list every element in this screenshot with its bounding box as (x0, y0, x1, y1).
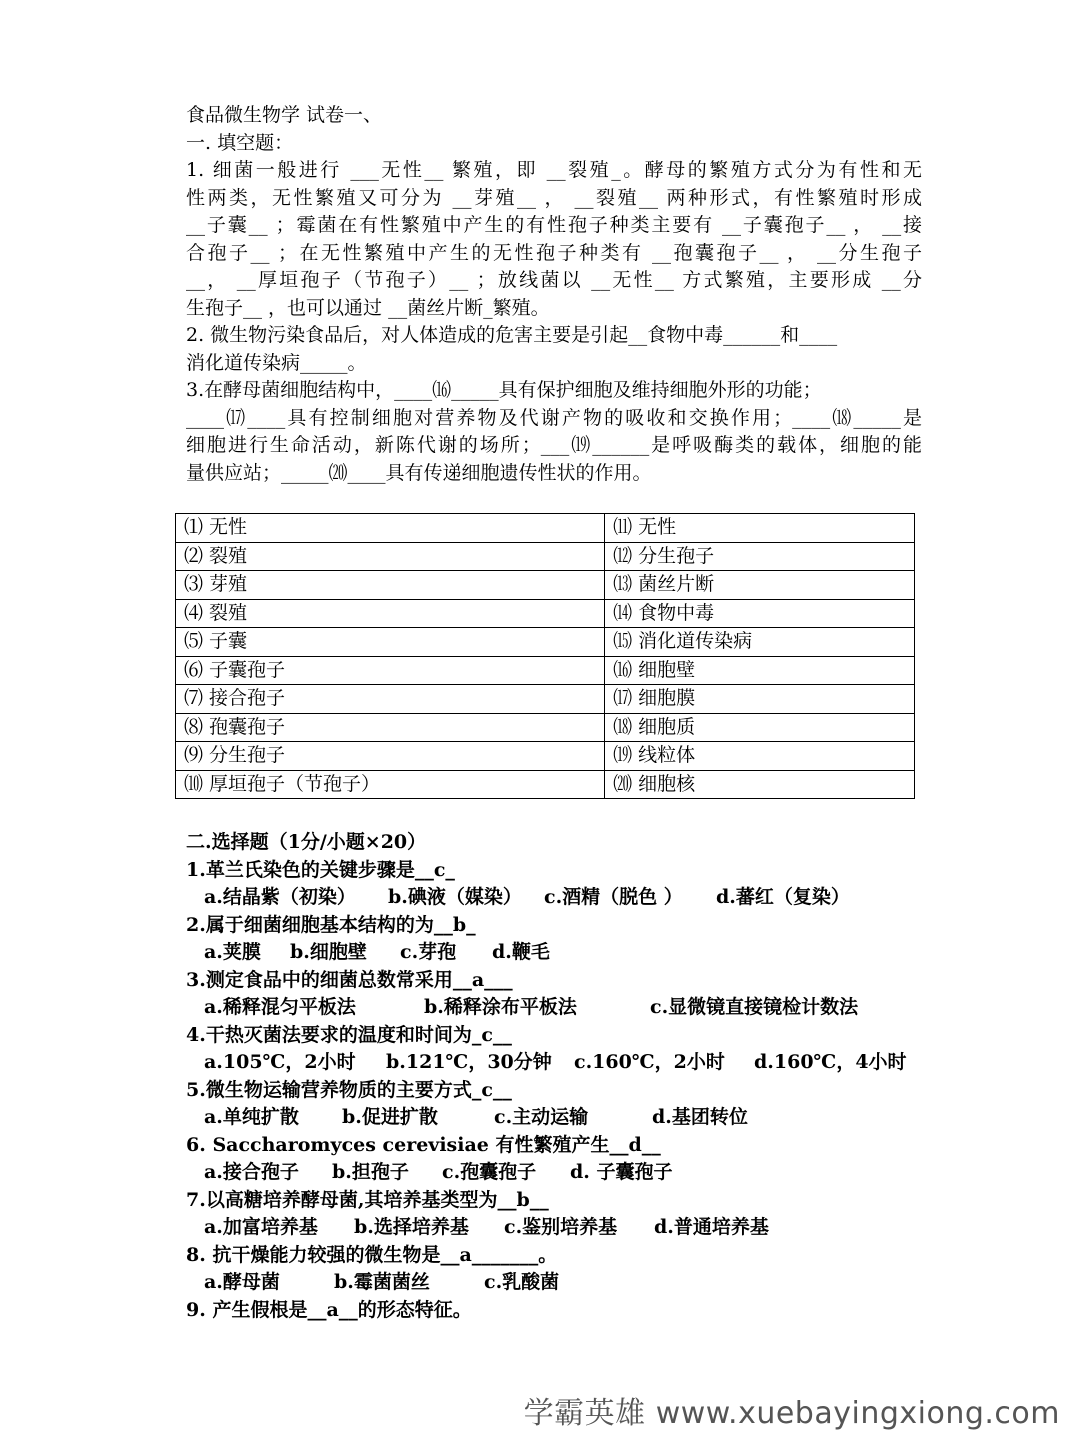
text-line: 合孢子__ ；在无性繁殖中产生的无性孢子种类有 __孢囊孢子__ ， __分生孢子 (186, 241, 922, 264)
table-cell: ⑼ 分生孢子 (176, 742, 605, 771)
mc-options (186, 1104, 922, 1132)
mc-option: d.基团转位 (652, 1106, 748, 1128)
question-2 (186, 322, 922, 377)
question-1 (186, 157, 922, 322)
table-cell: ⑿ 分生孢子 (605, 542, 915, 571)
table-row (176, 742, 915, 771)
text-line: 3.在酵母菌细胞结构中，____⒃_____具有保护细胞及维持细胞外形的功能； (186, 379, 822, 401)
mc-option: a.酵母菌 (204, 1271, 280, 1293)
mc-option: a.接合孢子 (204, 1161, 299, 1183)
table-cell: ⑵ 裂殖 (176, 542, 605, 571)
mc-option: a.稀释混匀平板法 (204, 996, 356, 1018)
table-cell: ⑻ 孢囊孢子 (176, 713, 605, 742)
mc-options (186, 1159, 922, 1187)
text-line: 细胞进行生命活动，新陈代谢的场所；___⒆______是呼吸酶类的载体，细胞的能 (186, 434, 922, 456)
text-line: __， __厚垣孢子（节孢子）__ ；放线菌以 __无性__ 方式繁殖，主要形成 __分 (186, 269, 922, 291)
mc-option: b.选择培养基 (354, 1216, 469, 1238)
table-row (176, 713, 915, 742)
answer-table (175, 513, 915, 799)
watermark: 学霸英雄 www.xuebayingxiong.com (523, 1396, 1060, 1431)
mc-option: b.121℃，30分钟 (386, 1051, 552, 1073)
table-row (176, 628, 915, 657)
section-heading: 二.选择题（1分/小题×20） (186, 831, 427, 853)
mc-option: a.单纯扩散 (204, 1106, 299, 1128)
mc-option: c.鉴别培养基 (504, 1216, 618, 1238)
table-cell: ⑽ 厚垣孢子（节孢子） (176, 770, 605, 799)
mc-option: c.主动运输 (494, 1106, 589, 1128)
question-3 (186, 377, 922, 487)
table-cell: ⑷ 裂殖 (176, 599, 605, 628)
mc-option: c.芽孢 (400, 941, 457, 963)
mc-options (186, 1269, 922, 1297)
table-row (176, 685, 915, 714)
mc-option: d.160℃，4小时 (754, 1051, 907, 1073)
mc-question: 6. Saccharomyces cerevisiae 有性繁殖产生__d__ (186, 1133, 661, 1156)
table-cell: ⑸ 子囊 (176, 628, 605, 657)
mc-question: 2.属于细菌细胞基本结构的为__b_ (186, 913, 476, 936)
mc-option: c.酒精（脱色 ） (544, 886, 683, 908)
mc-option: c.160℃，2小时 (574, 1051, 725, 1073)
mc-option: c.乳酸菌 (484, 1271, 560, 1293)
mc-question: 9. 产生假根是__a__的形态特征。 (186, 1298, 472, 1321)
table-row (176, 571, 915, 600)
text-line: 2. 微生物污染食品后，对人体造成的危害主要是引起__食物中毒______和____ (186, 324, 838, 346)
table-row (176, 514, 915, 543)
mc-question: 5.微生物运输营养物质的主要方式_c__ (186, 1078, 512, 1101)
mc-option: a.荚膜 (204, 941, 261, 963)
table-cell: ⒅ 细胞质 (605, 713, 915, 742)
text-line: ____⒄____具有控制细胞对营养物及代谢产物的吸收和交换作用；____⒅_____是 (186, 406, 922, 429)
mc-option: a.加富培养基 (204, 1216, 318, 1238)
mc-question: 3.测定食品中的细菌总数常采用__a___ (186, 968, 513, 991)
document-body (186, 102, 922, 1324)
mc-options (186, 1049, 922, 1077)
text-line: __子囊__ ；霉菌在有性繁殖中产生的有性孢子种类主要有 __子囊孢子__ ， __接 (186, 214, 922, 236)
table-cell: ⑶ 芽殖 (176, 571, 605, 600)
mc-option: b.稀释涂布平板法 (424, 996, 577, 1018)
mc-option: a.105℃，2小时 (204, 1051, 356, 1073)
mc-options (186, 1214, 922, 1242)
mc-option: a.结晶紫（初染） (204, 886, 356, 908)
mc-options (186, 939, 922, 967)
table-cell: ⑹ 子囊孢子 (176, 656, 605, 685)
table-cell: ⑾ 无性 (605, 514, 915, 543)
table-cell: ⑺ 接合孢子 (176, 685, 605, 714)
table-cell: ⒁ 食物中毒 (605, 599, 915, 628)
section-heading: 一. 填空题： (186, 131, 294, 154)
mc-question: 4.干热灭菌法要求的温度和时间为_c__ (186, 1023, 512, 1046)
text-line: 性两类，无性繁殖又可分为 __芽殖__ ， __裂殖__ 两种形式，有性繁殖时形成 (186, 186, 922, 209)
mc-option: d. 子囊孢子 (570, 1161, 673, 1183)
table-row (176, 542, 915, 571)
mc-option: d.鞭毛 (492, 941, 550, 963)
table-cell: ⒂ 消化道传染病 (605, 628, 915, 657)
mc-options (186, 884, 922, 912)
table-cell: ⒄ 细胞膜 (605, 685, 915, 714)
table-row (176, 770, 915, 799)
mc-question: 1.革兰氏染色的关键步骤是__c_ (186, 858, 455, 881)
text-line: 量供应站；_____⒇____具有传递细胞遗传性状的作用。 (186, 461, 652, 484)
table-row (176, 656, 915, 685)
table-row (176, 599, 915, 628)
text-line: 1. 细菌一般进行 ___无性__ 繁殖，即 __裂殖_。酵母的繁殖方式分为有性和无 (186, 159, 922, 181)
table-cell: ⒆ 线粒体 (605, 742, 915, 771)
table-cell: ⑴ 无性 (176, 514, 605, 543)
mc-option: b.碘液（媒染） (388, 886, 522, 908)
table-cell: ⒇ 细胞核 (605, 770, 915, 799)
mc-option: b.霉菌菌丝 (334, 1271, 430, 1293)
mc-options (186, 994, 922, 1022)
mc-question: 7.以高糖培养酵母菌,其培养基类型为__b__ (186, 1188, 549, 1211)
mc-option: d.蕃红（复染） (716, 886, 850, 908)
mc-option: b.担孢子 (332, 1161, 409, 1183)
mc-option: d.普通培养基 (654, 1216, 769, 1238)
table-cell: ⒀ 菌丝片断 (605, 571, 915, 600)
mc-option: c.孢囊孢子 (442, 1161, 537, 1183)
document-title: 食品微生物学 试卷一、 (186, 104, 383, 126)
mc-option: c.显微镜直接镜检计数法 (650, 996, 859, 1018)
mc-question: 8. 抗干燥能力较强的微生物是__a_______。 (186, 1243, 558, 1266)
mc-option: b.促进扩散 (342, 1106, 438, 1128)
table-cell: ⒃ 细胞壁 (605, 656, 915, 685)
text-line: 生孢子__ ，也可以通过 __菌丝片断_繁殖。 (186, 296, 550, 319)
text-line: 消化道传染病_____。 (186, 351, 367, 374)
mc-option: b.细胞壁 (290, 941, 367, 963)
